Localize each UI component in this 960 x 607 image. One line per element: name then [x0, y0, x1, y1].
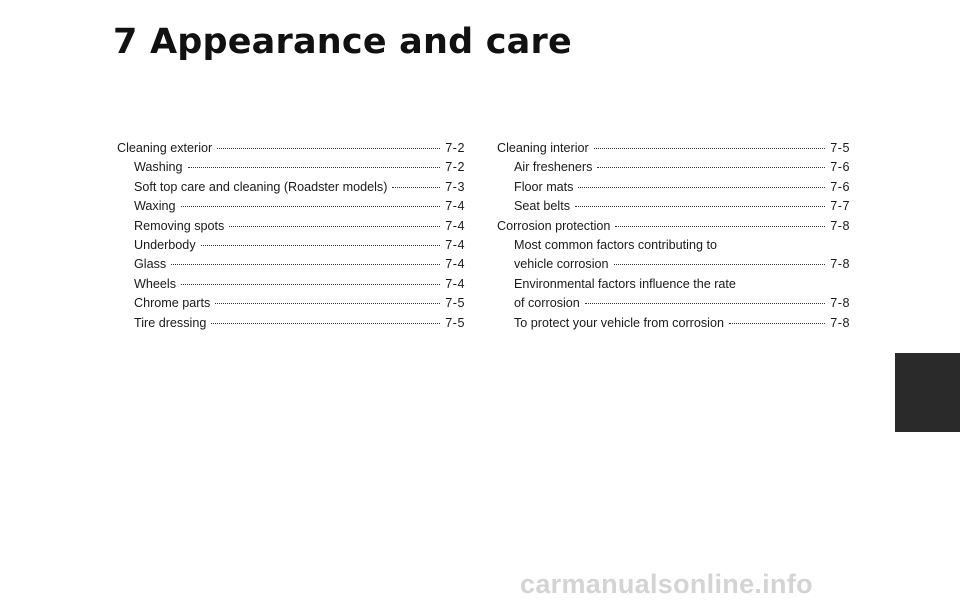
- toc-entry-chrome-parts[interactable]: [117, 294, 465, 313]
- toc-entry-label: Seat belts: [514, 199, 571, 214]
- toc-entry-page: 7-5: [445, 315, 465, 330]
- dot-leader: [729, 323, 825, 324]
- toc-entry-cleaning-interior[interactable]: [497, 139, 850, 158]
- dot-leader: [201, 245, 441, 246]
- toc-entry-page: 7-7: [830, 199, 850, 214]
- dot-leader: [229, 226, 440, 227]
- toc-entry-page: 7-5: [445, 296, 465, 311]
- toc-entry-page: 7-4: [445, 276, 465, 291]
- dot-leader: [171, 264, 440, 265]
- dot-leader: [585, 303, 825, 304]
- toc-entry-page: 7-5: [830, 141, 850, 155]
- toc-entry-label: Underbody: [134, 238, 196, 253]
- toc-entry-label: Washing: [134, 160, 183, 175]
- toc-entry-waxing[interactable]: [117, 197, 465, 216]
- toc-entry-cleaning-exterior[interactable]: [117, 139, 465, 158]
- toc-entry-wheels[interactable]: [117, 275, 465, 294]
- toc-entry-protect[interactable]: [497, 314, 850, 333]
- toc-entry-page: 7-4: [445, 218, 465, 233]
- toc-entry-label: Chrome parts: [134, 296, 211, 311]
- toc-entry-page: 7-3: [445, 179, 465, 194]
- toc-entry-label: Removing spots: [134, 218, 225, 233]
- toc-entry-removing-spots[interactable]: [117, 217, 465, 236]
- toc-entry-glass[interactable]: [117, 255, 465, 274]
- watermark: carmanualsonline.info: [520, 569, 813, 599]
- toc-entry-page: 7-8: [830, 218, 850, 233]
- toc-entry-label: Wheels: [134, 276, 176, 291]
- toc-entry-label: Tire dressing: [134, 315, 207, 330]
- toc-left-column: [117, 139, 465, 333]
- toc-entry-environmental-line1[interactable]: Environmental factors influence the rate: [514, 276, 736, 291]
- toc-entry-corrosion-protection[interactable]: [497, 217, 850, 236]
- toc-entry-soft-top[interactable]: [117, 178, 465, 197]
- dot-leader: [181, 284, 440, 285]
- toc-entry-page: 7-6: [830, 179, 850, 194]
- toc-entry-factors[interactable]: [497, 255, 850, 274]
- dot-leader: [614, 264, 826, 265]
- toc-entry-air-fresheners[interactable]: [497, 158, 850, 177]
- toc-entry-washing[interactable]: [117, 158, 465, 177]
- toc-entry-page: 7-8: [830, 296, 850, 311]
- toc-entry-label: Soft top care and cleaning (Roadster models): [134, 179, 388, 194]
- toc-entry-page: 7-2: [445, 160, 465, 175]
- toc-entry-page: 7-8: [830, 257, 850, 272]
- toc-entry-label: Cleaning interior: [497, 141, 589, 155]
- toc-entry-label: Glass: [134, 257, 167, 272]
- chapter-thumb-tab: [895, 353, 960, 432]
- toc-entry-label: Corrosion protection: [497, 218, 611, 233]
- dot-leader: [181, 206, 441, 207]
- toc-entry-label: To protect your vehicle from corrosion: [514, 315, 724, 330]
- toc-entry-page: 7-2: [445, 141, 465, 155]
- toc-entry-factors-line1[interactable]: Most common factors contributing to: [514, 238, 717, 253]
- toc-entry-page: 7-8: [830, 315, 850, 330]
- toc-entry-page: 7-4: [445, 238, 465, 253]
- toc-entry-label: Waxing: [134, 199, 176, 214]
- dot-leader: [594, 148, 826, 149]
- dot-leader: [615, 226, 825, 227]
- toc-entry-tire-dressing[interactable]: [117, 314, 465, 333]
- dot-leader: [578, 187, 825, 188]
- dot-leader: [211, 323, 440, 324]
- toc-entry-label: Air fresheners: [514, 160, 593, 175]
- toc-entry-label: Floor mats: [514, 179, 574, 194]
- toc-entry-floor-mats[interactable]: [497, 178, 850, 197]
- toc-entry-page: 7-6: [830, 160, 850, 175]
- toc-entry-seat-belts[interactable]: [497, 197, 850, 216]
- toc-entry-underbody[interactable]: [117, 236, 465, 255]
- toc-right-column: [497, 139, 850, 333]
- dot-leader: [215, 303, 440, 304]
- toc-entry-label: Cleaning exterior: [117, 141, 213, 155]
- dot-leader: [575, 206, 825, 207]
- chapter-title: 7 Appearance and care: [113, 22, 572, 62]
- dot-leader: [597, 167, 825, 168]
- toc-entry-page: 7-4: [445, 257, 465, 272]
- dot-leader: [188, 167, 441, 168]
- toc-entry-label: vehicle corrosion: [514, 257, 609, 272]
- dot-leader: [392, 187, 440, 188]
- dot-leader: [217, 148, 440, 149]
- toc-entry-label: of corrosion: [514, 296, 580, 311]
- toc-entry-page: 7-4: [445, 199, 465, 214]
- toc-entry-environmental[interactable]: [497, 294, 850, 313]
